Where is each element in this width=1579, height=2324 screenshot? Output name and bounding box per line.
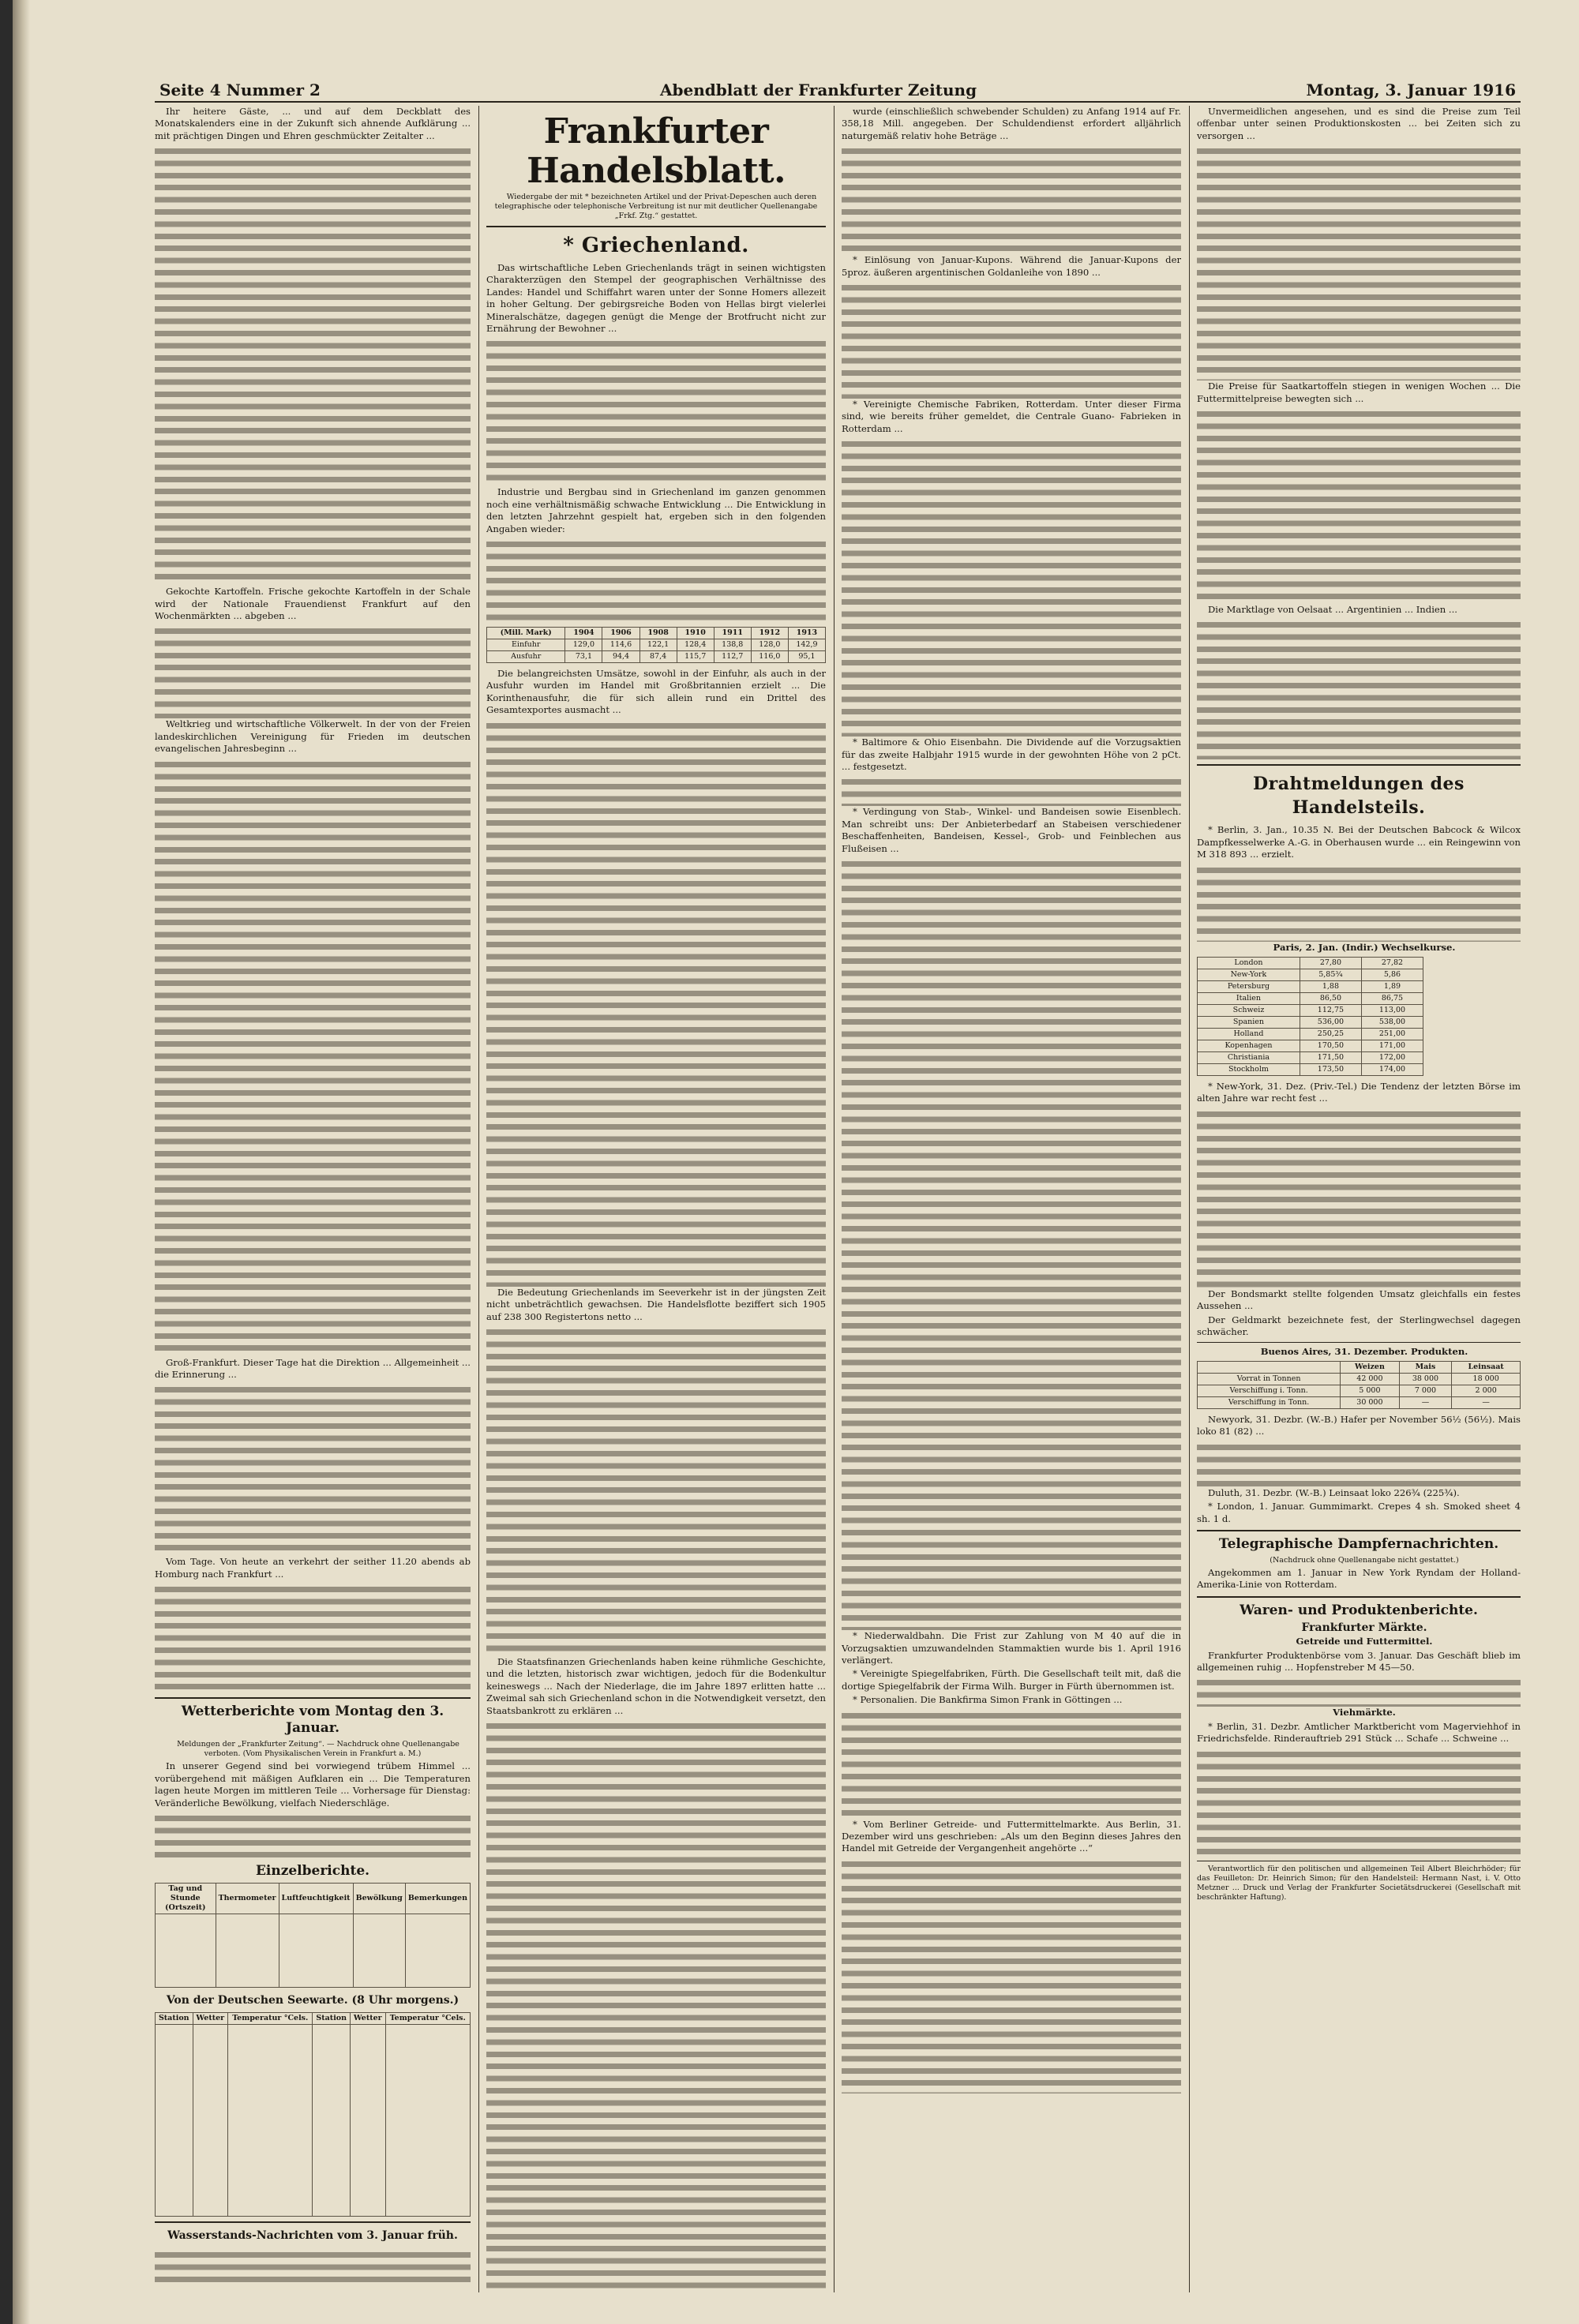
buenos-header: Weizen [1341, 1361, 1399, 1373]
col4-paragraph: * Berlin, 31. Dezbr. Amtlicher Marktbericht vom Magerviehhof in Friedrichsfelde. Rinderauftrieb 291 Stück ... Schafe ... Schweine ... [1197, 1720, 1521, 1745]
buenos-row [1198, 1373, 1521, 1385]
ffm-markets-heading: Frankfurter Märkte. [1301, 1621, 1427, 1634]
col1-paragraph: Groß-Frankfurt. Dieser Tage hat die Direktion ... Allgemeinheit ... die Erinnerung ... [155, 1356, 471, 1381]
trade-cell: 138,8 [714, 639, 751, 651]
col4-text-block [1197, 1440, 1521, 1487]
trade-cell: 94,4 [602, 651, 639, 663]
paris-cell: 113,00 [1361, 1005, 1423, 1017]
buenos-aires-table [1197, 1361, 1521, 1409]
col1-paragraph: Gekochte Kartoffeln. Frische gekochte Kartoffeln in der Schale wird der Nationale Frauendienst Frankfurt auf den Wochenmärkten ... abgeben ... [155, 586, 471, 622]
trade-header: (Mill. Mark) [487, 628, 565, 639]
paris-cell: 250,25 [1300, 1029, 1361, 1040]
einzel-header: Bemerkungen [405, 1883, 470, 1914]
paris-row [1198, 969, 1423, 981]
masthead-page-number: Seite 4 Nummer 2 [159, 81, 321, 99]
paris-cell: 173,50 [1300, 1064, 1361, 1076]
col4-paragraph: * Berlin, 3. Jan., 10.35 N. Bei der Deutschen Babcock & Wilcox Dampfkesselwerke A.-G. in Oberhausen wurde ... ein Reingewinn von M 318 893 ... erzielt. [1197, 824, 1521, 860]
col4-paragraph: Newyork, 31. Dezbr. (W.-B.) Hafer per November 56½ (56½). Mais loko 81 (82) ... [1197, 1413, 1521, 1438]
handelsblatt-title: Frankfurter Handelsblatt. [527, 111, 786, 191]
trade-header: 1906 [602, 628, 639, 639]
seewarte-header: Wetter [351, 2012, 386, 2024]
paris-cell: Schweiz [1198, 1005, 1300, 1017]
col1-paragraph: Weltkrieg und wirtschaftliche Völkerwelt. In der von der Freien landeskirchlichen Vereinigung für Frieden im deutschen evangelischen Jahresbeginn ... [155, 718, 471, 755]
paris-row [1198, 1040, 1423, 1052]
column-rule [478, 106, 479, 2292]
buenos-cell: Vorrat in Tonnen [1198, 1373, 1341, 1385]
einzel-table [155, 1883, 471, 1988]
col2-paragraph: Die belangreichsten Umsätze, sowohl in der Einfuhr, als auch in der Ausfuhr wurden im Handel mit Großbritannien erzielt ... Die Korinthenausfuhr, die für sich allein rund ein Drittel des Gesamtexportes ausmacht ... [486, 668, 826, 716]
drahtmeldungen-heading: Drahtmeldungen des Handelsteils. [1253, 774, 1465, 819]
column-rule [834, 106, 835, 2292]
buenos-cell: 5 000 [1341, 1385, 1399, 1396]
buenos-cell: 30 000 [1341, 1396, 1399, 1408]
trade-cell: 95,1 [788, 651, 825, 663]
buenos-row [1198, 1385, 1521, 1396]
einzel-heading: Einzelberichte. [255, 1862, 370, 1879]
weather-heading: Wetterberichte vom Montag den 3. Januar. [181, 1704, 444, 1737]
col4-paragraph: Der Bondsmarkt stellte folgenden Umsatz gleichfalls ein festes Aussehen ... [1197, 1288, 1521, 1312]
einzel-header: Luftfeuchtigkeit [279, 1883, 353, 1914]
col4-paragraph: * London, 1. Januar. Gummimarkt. Crepes 4 sh. Smoked sheet 4 sh. 1 d. [1197, 1501, 1521, 1524]
buenos-cell: — [1452, 1396, 1521, 1408]
dampfer-text: Angekommen am 1. Januar in New York Ryndam der Holland-Amerika-Linie von Rotterdam. [1197, 1566, 1521, 1591]
col3-paragraph: * Verdingung von Stab-, Winkel- und Bandeisen sowie Eisenblech. Man schreibt uns: Der Anbieterbedarf an Stabeisen verschiedener Beschaffenheiten, Bandeisen, Kessel-, Grob- und Feinblechen aus Flußeisen ... [842, 806, 1181, 854]
col2-paragraph: Die Staatsfinanzen Griechenlands haben keine rühmliche Geschichte, und die letzten, historisch zwar wichtigen, jedoch für die Bodenkultur keineswegs ... Nach der Niederlage, die im Jahre 1897 erlitten hatte ... Zweimal sah sich Griechenland schon in die Notwendigkeit versetzt, den Staatsbankrott zu erklären ... [486, 1655, 826, 1716]
handelsblatt-note: Wiedergabe der mit * bezeichneten Artikel und der Privat-Depeschen auch deren telegraphische oder telephonische Verbreitung ist nur mit deutlicher Quellenangabe „Frkf. Ztg.“ gestattet. [494, 193, 818, 220]
col2-paragraph: Das wirtschaftliche Leben Griechenlands trägt in seinen wichtigsten Charakterzügen den Stempel der geographischen Verhältnisse des Landes: Handel und Schiffahrt waren unter der Sonne Homers allezeit in hoher Geltung. Der gebirgsreiche Boden von Hellas birgt vielerlei Mineralschätze, dagegen genügt die Menge der Brotfrucht nicht zur Ernährung der Bewohner ... [486, 262, 826, 335]
column-1 [155, 106, 471, 2292]
divider [1197, 1530, 1521, 1531]
viehmaerkte-heading: Viehmärkte. [1333, 1707, 1396, 1719]
col2-text-block [486, 537, 826, 624]
buenos-cell: 7 000 [1399, 1385, 1452, 1396]
weather-text: In unserer Gegend sind bei vorwiegend trübem Himmel ... vorübergehend mit mäßigen Aufklaren ein ... Die Temperaturen lagen heute Morgen im mittleren Teile ... Vorhersage für Dienstag: Veränderliche Bewölkung, vielfach Niederschläge. [155, 1760, 471, 1809]
dampfer-heading: Telegraphische Dampfernachrichten. [1218, 1535, 1499, 1552]
trade-cell: 129,0 [565, 639, 602, 651]
trade-cell: 73,1 [565, 651, 602, 663]
seewarte-header: Station [313, 2012, 351, 2024]
col1-text-block [155, 757, 471, 1357]
col3-paragraph: * Personalien. Die Bankfirma Simon Frank in Göttingen ... [853, 1694, 1123, 1706]
col4-text-block [1197, 1747, 1521, 1857]
buenos-header: Leinsaat [1452, 1361, 1521, 1373]
paris-cell: 171,00 [1361, 1040, 1423, 1052]
col3-paragraph: * Vereinigte Chemische Fabriken, Rotterdam. Unter dieser Firma sind, wie bereits früher gemeldet, die Centrale Guano- Fabrieken in Rotterdam ... [842, 399, 1181, 434]
trade-header: 1911 [714, 628, 751, 639]
trade-cell: Ausfuhr [487, 651, 565, 663]
paris-cell: 538,00 [1361, 1017, 1423, 1029]
paris-row [1198, 1029, 1423, 1040]
paris-cell: 171,50 [1300, 1052, 1361, 1064]
col4-text-block [1197, 144, 1521, 380]
col4-paragraph: Der Geldmarkt bezeichnete fest, der Sterlingwechsel dagegen schwächer. [1197, 1314, 1521, 1338]
buenos-header: Mais [1399, 1361, 1452, 1373]
buenos-cell: 38 000 [1399, 1373, 1452, 1385]
paris-cell: Holland [1198, 1029, 1300, 1040]
trade-header: 1913 [788, 628, 825, 639]
col1-text-block [155, 144, 471, 586]
divider [486, 226, 826, 227]
paris-cell: 1,89 [1361, 981, 1423, 993]
trade-cell: Einfuhr [487, 639, 565, 651]
ffm-markets-subheading: Getreide und Futtermittel. [1296, 1636, 1433, 1647]
col4-text-block [1197, 617, 1521, 759]
col4-paragraph: Frankfurter Produktenbörse vom 3. Januar. Das Geschäft blieb im allgemeinen ruhig ... Hopfenstreber M 45—50. [1197, 1649, 1521, 1673]
column-rule [1189, 106, 1190, 2292]
masthead [155, 77, 1521, 103]
paris-row [1198, 993, 1423, 1005]
col2-text-block [486, 718, 826, 1287]
trade-cell: 114,6 [602, 639, 639, 651]
col3-paragraph: * Vereinigte Spiegelfabriken, Fürth. Die Gesellschaft teilt mit, daß die dortige Spiegelfabrik der Firma Wilh. Burger in Fürth übernommen ist. [842, 1668, 1181, 1692]
page-binding-edge [13, 0, 30, 2324]
col3-paragraph: * Niederwaldbahn. Die Frist zur Zahlung von M 40 auf die in Vorzugsaktien umzuwandelnden Stammaktien wurde bis 1. April 1916 verlängert. [842, 1630, 1181, 1666]
paris-cell: Petersburg [1198, 981, 1300, 993]
paris-cell: 5,86 [1361, 969, 1423, 981]
col3-text-block [842, 774, 1181, 806]
col1-paragraph: Vom Tage. Von heute an verkehrt der seither 11.20 abends ab Homburg nach Frankfurt ... [155, 1556, 471, 1580]
col4-paragraph: Die Marktlage von Oelsaat ... Argentinien ... Indien ... [1208, 604, 1457, 616]
col3-paragraph: wurde (einschließlich schwebender Schulden) zu Anfang 1914 auf Fr. 358,18 Mill. angegeben. Der Schuldendienst erfordert alljährlich naturgemäß relativ hohe Beträge ... [842, 106, 1181, 141]
divider [1197, 1596, 1521, 1598]
col3-paragraph: * Vom Berliner Getreide- und Futtermittelmarkte. Aus Berlin, 31. Dezember wird uns geschrieben: „Als um den Beginn dieses Jahres den Handel mit Getreide der Vergangenheit angehörte ...“ [842, 1818, 1181, 1854]
buenos-cell: Verschiffung i. Tonn. [1198, 1385, 1341, 1396]
paris-cell: New-York [1198, 969, 1300, 981]
trade-cell: 128,4 [677, 639, 714, 651]
seewarte-heading: Von der Deutschen Seewarte. (8 Uhr morgens.) [166, 1993, 459, 2007]
wasserstand-heading: Wasserstands-Nachrichten vom 3. Januar früh. [167, 2228, 458, 2242]
paris-cell: 5,85¾ [1300, 969, 1361, 981]
col4-text-block [1197, 863, 1521, 942]
col3-text-block [842, 280, 1181, 399]
trade-cell: 112,7 [714, 651, 751, 663]
paris-cell: Kopenhagen [1198, 1040, 1300, 1052]
col4-paragraph: * New-York, 31. Dez. (Priv.-Tel.) Die Tendenz der letzten Börse im alten Jahre war recht fest ... [1197, 1081, 1521, 1104]
paris-cell: 170,50 [1300, 1040, 1361, 1052]
col2-text-block [486, 1325, 826, 1656]
trade-header: 1912 [751, 628, 788, 639]
paris-cell: 112,75 [1300, 1005, 1361, 1017]
trade-header: 1908 [639, 628, 677, 639]
paris-cell: 536,00 [1300, 1017, 1361, 1029]
trade-cell: 87,4 [639, 651, 677, 663]
paris-cell: Stockholm [1198, 1064, 1300, 1076]
paris-row [1198, 1064, 1423, 1076]
einzel-header: Thermometer [216, 1883, 279, 1914]
dampfer-subheading: (Nachdruck ohne Quellenangabe nicht gestattet.) [1270, 1555, 1459, 1565]
seewarte-header: Temperatur °Cels. [385, 2012, 470, 2024]
einzel-header: Tag und Stunde (Ortszeit) [156, 1883, 216, 1914]
col2-text-block [486, 1719, 826, 2292]
trade-header: 1910 [677, 628, 714, 639]
paris-row [1198, 1005, 1423, 1017]
trade-cell: 116,0 [751, 651, 788, 663]
paris-heading: Paris, 2. Jan. (Indir.) Wechselkurse. [1273, 941, 1456, 953]
col2-text-block [486, 336, 826, 486]
trade-cell: 142,9 [788, 639, 825, 651]
paris-row [1198, 1052, 1423, 1064]
buenos-header [1198, 1361, 1341, 1373]
paris-row [1198, 1017, 1423, 1029]
trade-cell: 128,0 [751, 639, 788, 651]
wasserstand-table [155, 2247, 471, 2287]
col2-paragraph: Industrie und Bergbau sind in Griechenland im ganzen genommen noch eine verhältnismäßig schwache Entwicklung ... Die Entwicklung in den letzten Jahrzehnt gespielt hat, ergeben sich in den folgenden Angaben wieder: [486, 486, 826, 534]
trade-header: 1904 [565, 628, 602, 639]
col1-paragraph: Ihr heitere Gäste, ... und auf dem Deckblatt des Monatskalenders eine in der Zukunft sich ahnende Aufklärung ... mit prächtigen Dingen und Ehren geschmückter Zeitalter ... [155, 106, 471, 141]
waren-heading: Waren- und Produktenberichte. [1240, 1602, 1478, 1618]
buenos-cell: 18 000 [1452, 1373, 1521, 1385]
column-3 [842, 106, 1181, 2292]
paris-cell: 172,00 [1361, 1052, 1423, 1064]
col3-text-block [842, 437, 1181, 737]
paris-row [1198, 981, 1423, 993]
buenos-row [1198, 1396, 1521, 1408]
section-griechenland: * Griechenland. [563, 234, 749, 257]
paris-cell: 174,00 [1361, 1064, 1423, 1076]
divider [1197, 764, 1521, 766]
paris-row [1198, 958, 1423, 969]
trade-cell: 122,1 [639, 639, 677, 651]
col4-text-block [1197, 407, 1521, 604]
masthead-date: Montag, 3. Januar 1916 [1306, 81, 1516, 99]
buenos-heading: Buenos Aires, 31. Dezember. Produkten. [1260, 1345, 1468, 1357]
buenos-cell: — [1399, 1396, 1452, 1408]
paris-cell: 27,82 [1361, 958, 1423, 969]
col2-paragraph: Die Bedeutung Griechenlands im Seeverkehr ist in der jüngsten Zeit nicht unbeträchtlich gewachsen. Die Handelsflotte beziffert sich 1905 auf 238 300 Registertons netto ... [486, 1286, 826, 1322]
paris-cell: 251,00 [1361, 1029, 1423, 1040]
paris-cell: 86,50 [1300, 993, 1361, 1005]
divider [155, 1697, 471, 1699]
divider [155, 2221, 471, 2223]
col3-text-block [842, 144, 1181, 254]
weather-subheading: Meldungen der „Frankfurter Zeitung“. — Nachdruck ohne Quellenangabe verboten. (Vom Physikalischen Verein in Frankfurt a. M.) [177, 1740, 459, 1759]
col4-text-block [1197, 1107, 1521, 1288]
trade-row-import [487, 639, 826, 651]
seewarte-table [155, 2012, 471, 2217]
paris-cell: Italien [1198, 993, 1300, 1005]
paris-cell: Spanien [1198, 1017, 1300, 1029]
einzel-header: Bewölkung [353, 1883, 405, 1914]
imprint: Verantwortlich für den politischen und allgemeinen Teil Albert Bleichrhöder; für das Feuilleton: Dr. Heinrich Simon; für den Handelsteil: Hermann Nast, i. V. Otto Metzner ... Druck und Verlag der Frankfurter Societätsdruckerei (Gesellschaft mit beschränkter Haftung). [1197, 1864, 1521, 1902]
column-2 [486, 106, 826, 2292]
col4-paragraph: Die Preise für Saatkartoffeln stiegen in wenigen Wochen ... Die Futtermittelpreise bewegten sich ... [1197, 380, 1521, 404]
paris-cell: 86,75 [1361, 993, 1423, 1005]
col4-paragraph: Duluth, 31. Dezbr. (W.-B.) Leinsaat loko 226¾ (225¾). [1208, 1486, 1460, 1498]
col4-text-block [1197, 1675, 1521, 1707]
newspaper-page [13, 0, 1579, 2324]
col1-text-block [155, 1382, 471, 1556]
col4-paragraph: Unvermeidlichen angesehen, und es sind die Preise zum Teil offenbar unter seinen Produktionskosten ... bei Zeiten sich zu versorgen ... [1197, 106, 1521, 141]
seewarte-header: Wetter [193, 2012, 228, 2024]
col3-text-block [842, 1857, 1181, 2093]
col3-text-block [842, 857, 1181, 1630]
trade-row-export [487, 651, 826, 663]
seewarte-header: Station [156, 2012, 193, 2024]
trade-table [486, 627, 826, 663]
trade-cell: 115,7 [677, 651, 714, 663]
divider [1197, 1342, 1521, 1343]
buenos-cell: 2 000 [1452, 1385, 1521, 1396]
col3-paragraph: * Einlösung von Januar-Kupons. Während die Januar-Kupons der 5proz. äußeren argentinischen Goldanleihe von 1890 ... [842, 254, 1181, 278]
col1-text-block [155, 1582, 471, 1692]
col1-text-block [155, 624, 471, 718]
col3-text-block [842, 1708, 1181, 1819]
paris-cell: 1,88 [1300, 981, 1361, 993]
col3-paragraph: * Baltimore & Ohio Eisenbahn. Die Dividende auf die Vorzugsaktien für das zweite Halbjahr 1915 wurde in der gewohnten Höhe von 2 pCt. ... festgesetzt. [842, 737, 1181, 773]
column-4 [1197, 106, 1521, 2292]
paris-cell: London [1198, 958, 1300, 969]
seewarte-header: Temperatur °Cels. [228, 2012, 313, 2024]
buenos-cell: 42 000 [1341, 1373, 1399, 1385]
weather-text-block [155, 1811, 471, 1858]
buenos-cell: Verschiffung in Tonn. [1198, 1396, 1341, 1408]
paris-cell: Christiania [1198, 1052, 1300, 1064]
paris-exchange-table [1197, 957, 1423, 1076]
masthead-paper-name: Abendblatt der Frankfurter Zeitung [660, 81, 977, 99]
paris-cell: 27,80 [1300, 958, 1361, 969]
